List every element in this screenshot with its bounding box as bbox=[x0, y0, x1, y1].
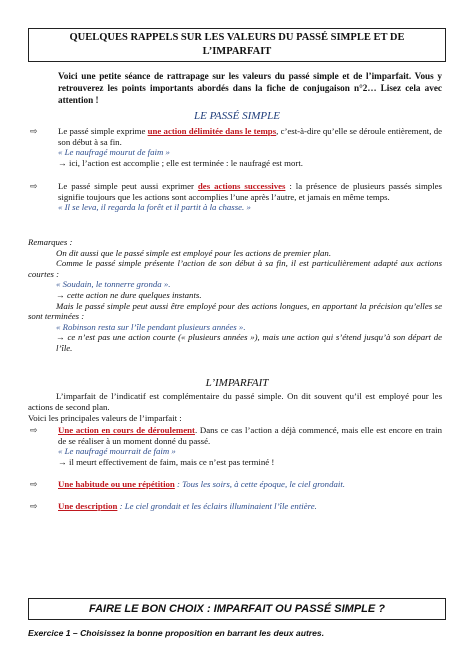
hand-arrow-icon: ⇨ bbox=[30, 479, 38, 489]
passe-paragraph-2: Le passé simple peut aussi exprimer des actions successives : la présence de plusieurs passés simples signifie toujours que les actions sont accomplies l’une après l’autre, et jamais en même temps. « Il se leva, il regarda la forêt et il partit à la chasse. » bbox=[58, 181, 442, 213]
title-box bbox=[28, 28, 446, 62]
heading-imparfait: L’IMPARFAIT bbox=[205, 377, 269, 389]
example-foret: « Il se leva, il regarda la forêt et il partit à la chasse. » bbox=[58, 202, 251, 213]
note-instants: → cette action ne dure quelques instants. bbox=[56, 289, 202, 300]
example-tonnerre: « Soudain, le tonnerre gronda ». bbox=[56, 279, 171, 290]
hand-arrow-icon: ⇨ bbox=[30, 425, 38, 435]
remarques-title: Remarques : bbox=[28, 237, 73, 247]
remarque-1: On dit aussi que le passé simple est employé pour les actions de premier plan. bbox=[56, 247, 332, 258]
passe-paragraph-1: Le passé simple exprime une action délimitée dans le temps, c’est-à-dire qu’elle se déroule entièrement, de son début à sa fin. « Le naufragé mourut de faim » → ici, l’action est accomplie ; elle est terminée : le naufragé est mort. bbox=[58, 126, 442, 168]
imparfait-paragraph-2: Voici les principales valeurs de l’imparfait : bbox=[28, 413, 182, 423]
imparfait-valeur-2 bbox=[58, 479, 442, 490]
highlight-action-en-cours: Une action en cours de déroulement bbox=[58, 425, 195, 435]
highlight-actions-successives: des actions successives bbox=[197, 181, 286, 191]
example-naufrage-imparfait: « Le naufragé mourrait de faim » bbox=[58, 446, 176, 457]
note-plusieurs-annees: → ce n’est pas une action courte (« plusieurs années »), mais une action qui s’étend jusqu’à son départ de l’île. bbox=[56, 332, 442, 353]
title-line-2: L’IMPARFAIT bbox=[202, 46, 272, 57]
remarque-2: Comme le passé simple présente l’action de son début à sa fin, il est particulièrement adapté aux actions courtes : bbox=[28, 258, 442, 279]
exercise-section-heading: FAIRE LE BON CHOIX : IMPARFAIT OU PASSÉ SIMPLE ? bbox=[28, 598, 446, 620]
example-naufrage: « Le naufragé mourut de faim » bbox=[58, 147, 170, 158]
highlight-action-delimitee: une action délimitée dans le temps bbox=[147, 126, 277, 136]
example-soirs: : Tous les soirs, à cette époque, le ciel grondait. bbox=[177, 479, 345, 489]
intro-paragraph: Voici une petite séance de rattrapage sur les valeurs du passé simple et de l’imparfait. Vous y retrouverez les points importants abordés dans la fiche de conjugaison n°2… Lisez cela avec attention ! bbox=[58, 71, 442, 105]
remarque-3: Mais le passé simple peut aussi être employé pour des actions longues, en apportant la précision qu’elles se sont terminées : bbox=[28, 300, 442, 322]
note-pas-termine: → il meurt effectivement de faim, mais ce n’est pas terminé ! bbox=[58, 456, 275, 467]
imparfait-valeur-3 bbox=[58, 501, 442, 512]
hand-arrow-icon: ⇨ bbox=[30, 501, 38, 511]
highlight-habitude: Une habitude ou une répétition bbox=[58, 479, 175, 489]
example-eclairs: : Le ciel grondait et les éclairs illuminaient l’île entière. bbox=[119, 501, 317, 511]
imparfait-valeur-1: Une action en cours de déroulement. Dans ce cas l’action a déjà commencé, mais elle est encore en train de se réaliser à un moment donné du passé. « Le naufragé mourrait de faim » → il meurt effectivement de faim, mais ce n’est pas terminé ! bbox=[58, 425, 442, 467]
hand-arrow-icon: ⇨ bbox=[30, 181, 38, 191]
heading-passe-simple: LE PASSÉ SIMPLE bbox=[194, 110, 280, 122]
highlight-description: Une description bbox=[58, 501, 118, 511]
note-action-accomplie: → ici, l’action est accomplie ; elle est terminée : le naufragé est mort. bbox=[58, 157, 303, 168]
hand-arrow-icon: ⇨ bbox=[30, 126, 38, 136]
example-robinson: « Robinson resta sur l’île pendant plusieurs années ». bbox=[56, 321, 246, 332]
exercise-1-instruction: Exercice 1 – Choisissez la bonne proposition en barrant les deux autres. bbox=[28, 628, 325, 638]
remarques-block bbox=[28, 237, 442, 354]
imparfait-paragraph-1: L’imparfait de l’indicatif est complémentaire du passé simple. On dit souvent qu’il est employé pour les actions de second plan. bbox=[28, 391, 442, 412]
title-line-1: QUELQUES RAPPELS SUR LES VALEURS DU PASSÉ SIMPLE ET DE bbox=[69, 32, 405, 43]
